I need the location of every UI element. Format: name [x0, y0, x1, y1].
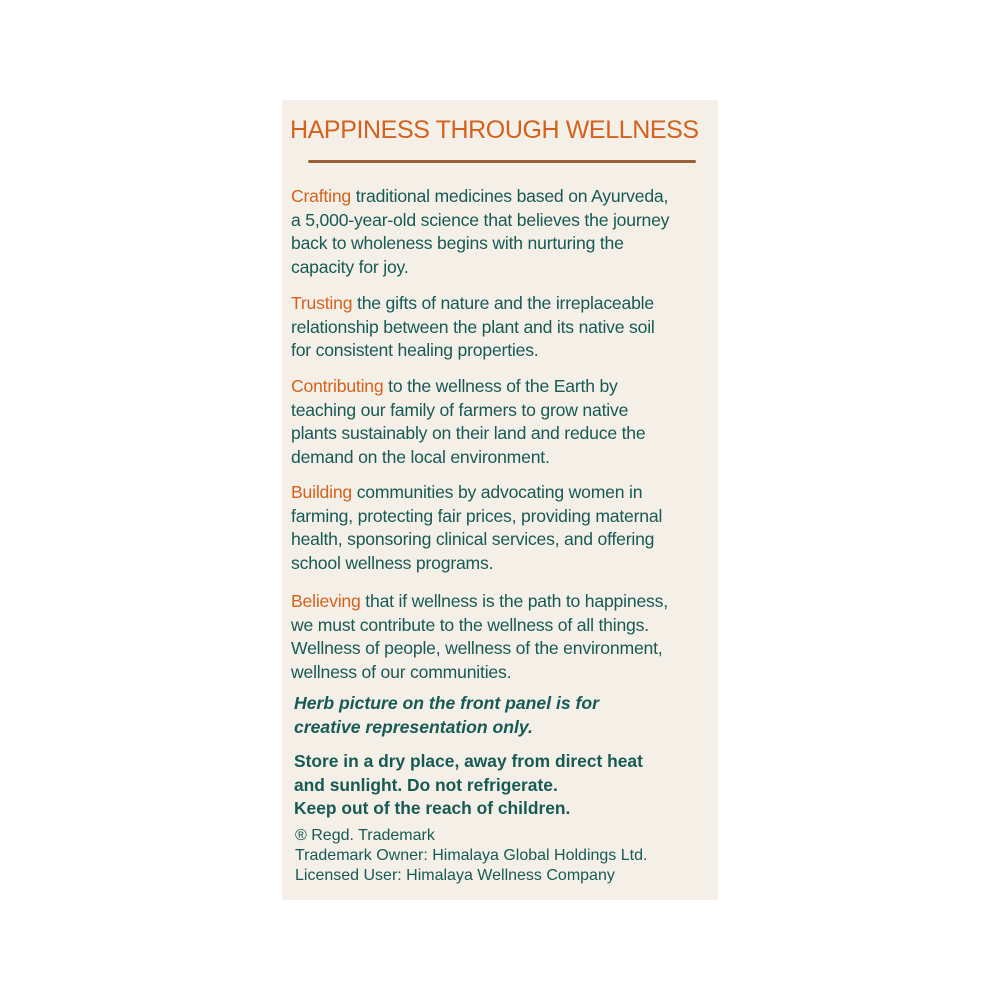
storage-instructions: Store in a dry place, away from direct heat and sunlight. Do not refrigerate. Keep out of the reach of children. — [294, 751, 643, 818]
paragraph-crafting — [291, 185, 715, 279]
paragraph-body: that if wellness is the path to happiness, we must contribute to the wellness of all things. Wellness of people, wellness of the environment, wellness of our communities. — [291, 591, 668, 682]
trademark-legal-text: ® Regd. Trademark Trademark Owner: Himalaya Global Holdings Ltd. Licensed User: Himalaya Wellness Company — [295, 827, 648, 884]
paragraph-body: communities by advocating women in farming, protecting fair prices, providing maternal health, sponsoring clinical services, and offering school wellness programs. — [291, 482, 663, 573]
paragraph-body: traditional medicines based on Ayurveda, a 5,000-year-old science that believes the journey back to wholeness begins with nurturing the capacity for joy. — [291, 186, 670, 277]
paragraph-lead: Believing — [291, 591, 361, 611]
title-divider — [308, 160, 696, 163]
paragraph-believing — [291, 590, 715, 684]
paragraph-lead: Crafting — [291, 186, 352, 206]
paragraph-body: the gifts of nature and the irreplaceable relationship between the plant and its native soil for consistent healing properties. — [291, 293, 655, 360]
paragraph-lead: Contributing — [291, 376, 384, 396]
paragraph-body: to the wellness of the Earth by teaching our family of farmers to grow native plants sustainably on their land and reduce the demand on the local environment. — [291, 376, 646, 467]
paragraph-building — [291, 481, 715, 575]
wellness-info-panel — [282, 100, 718, 900]
paragraph-lead: Building — [291, 482, 353, 502]
herb-picture-note: Herb picture on the front panel is for creative representation only. — [294, 693, 599, 737]
paragraph-trusting — [291, 292, 715, 363]
paragraph-contributing — [291, 375, 715, 469]
paragraph-lead: Trusting — [291, 293, 353, 313]
panel-title: HAPPINESS THROUGH WELLNESS — [290, 116, 699, 144]
